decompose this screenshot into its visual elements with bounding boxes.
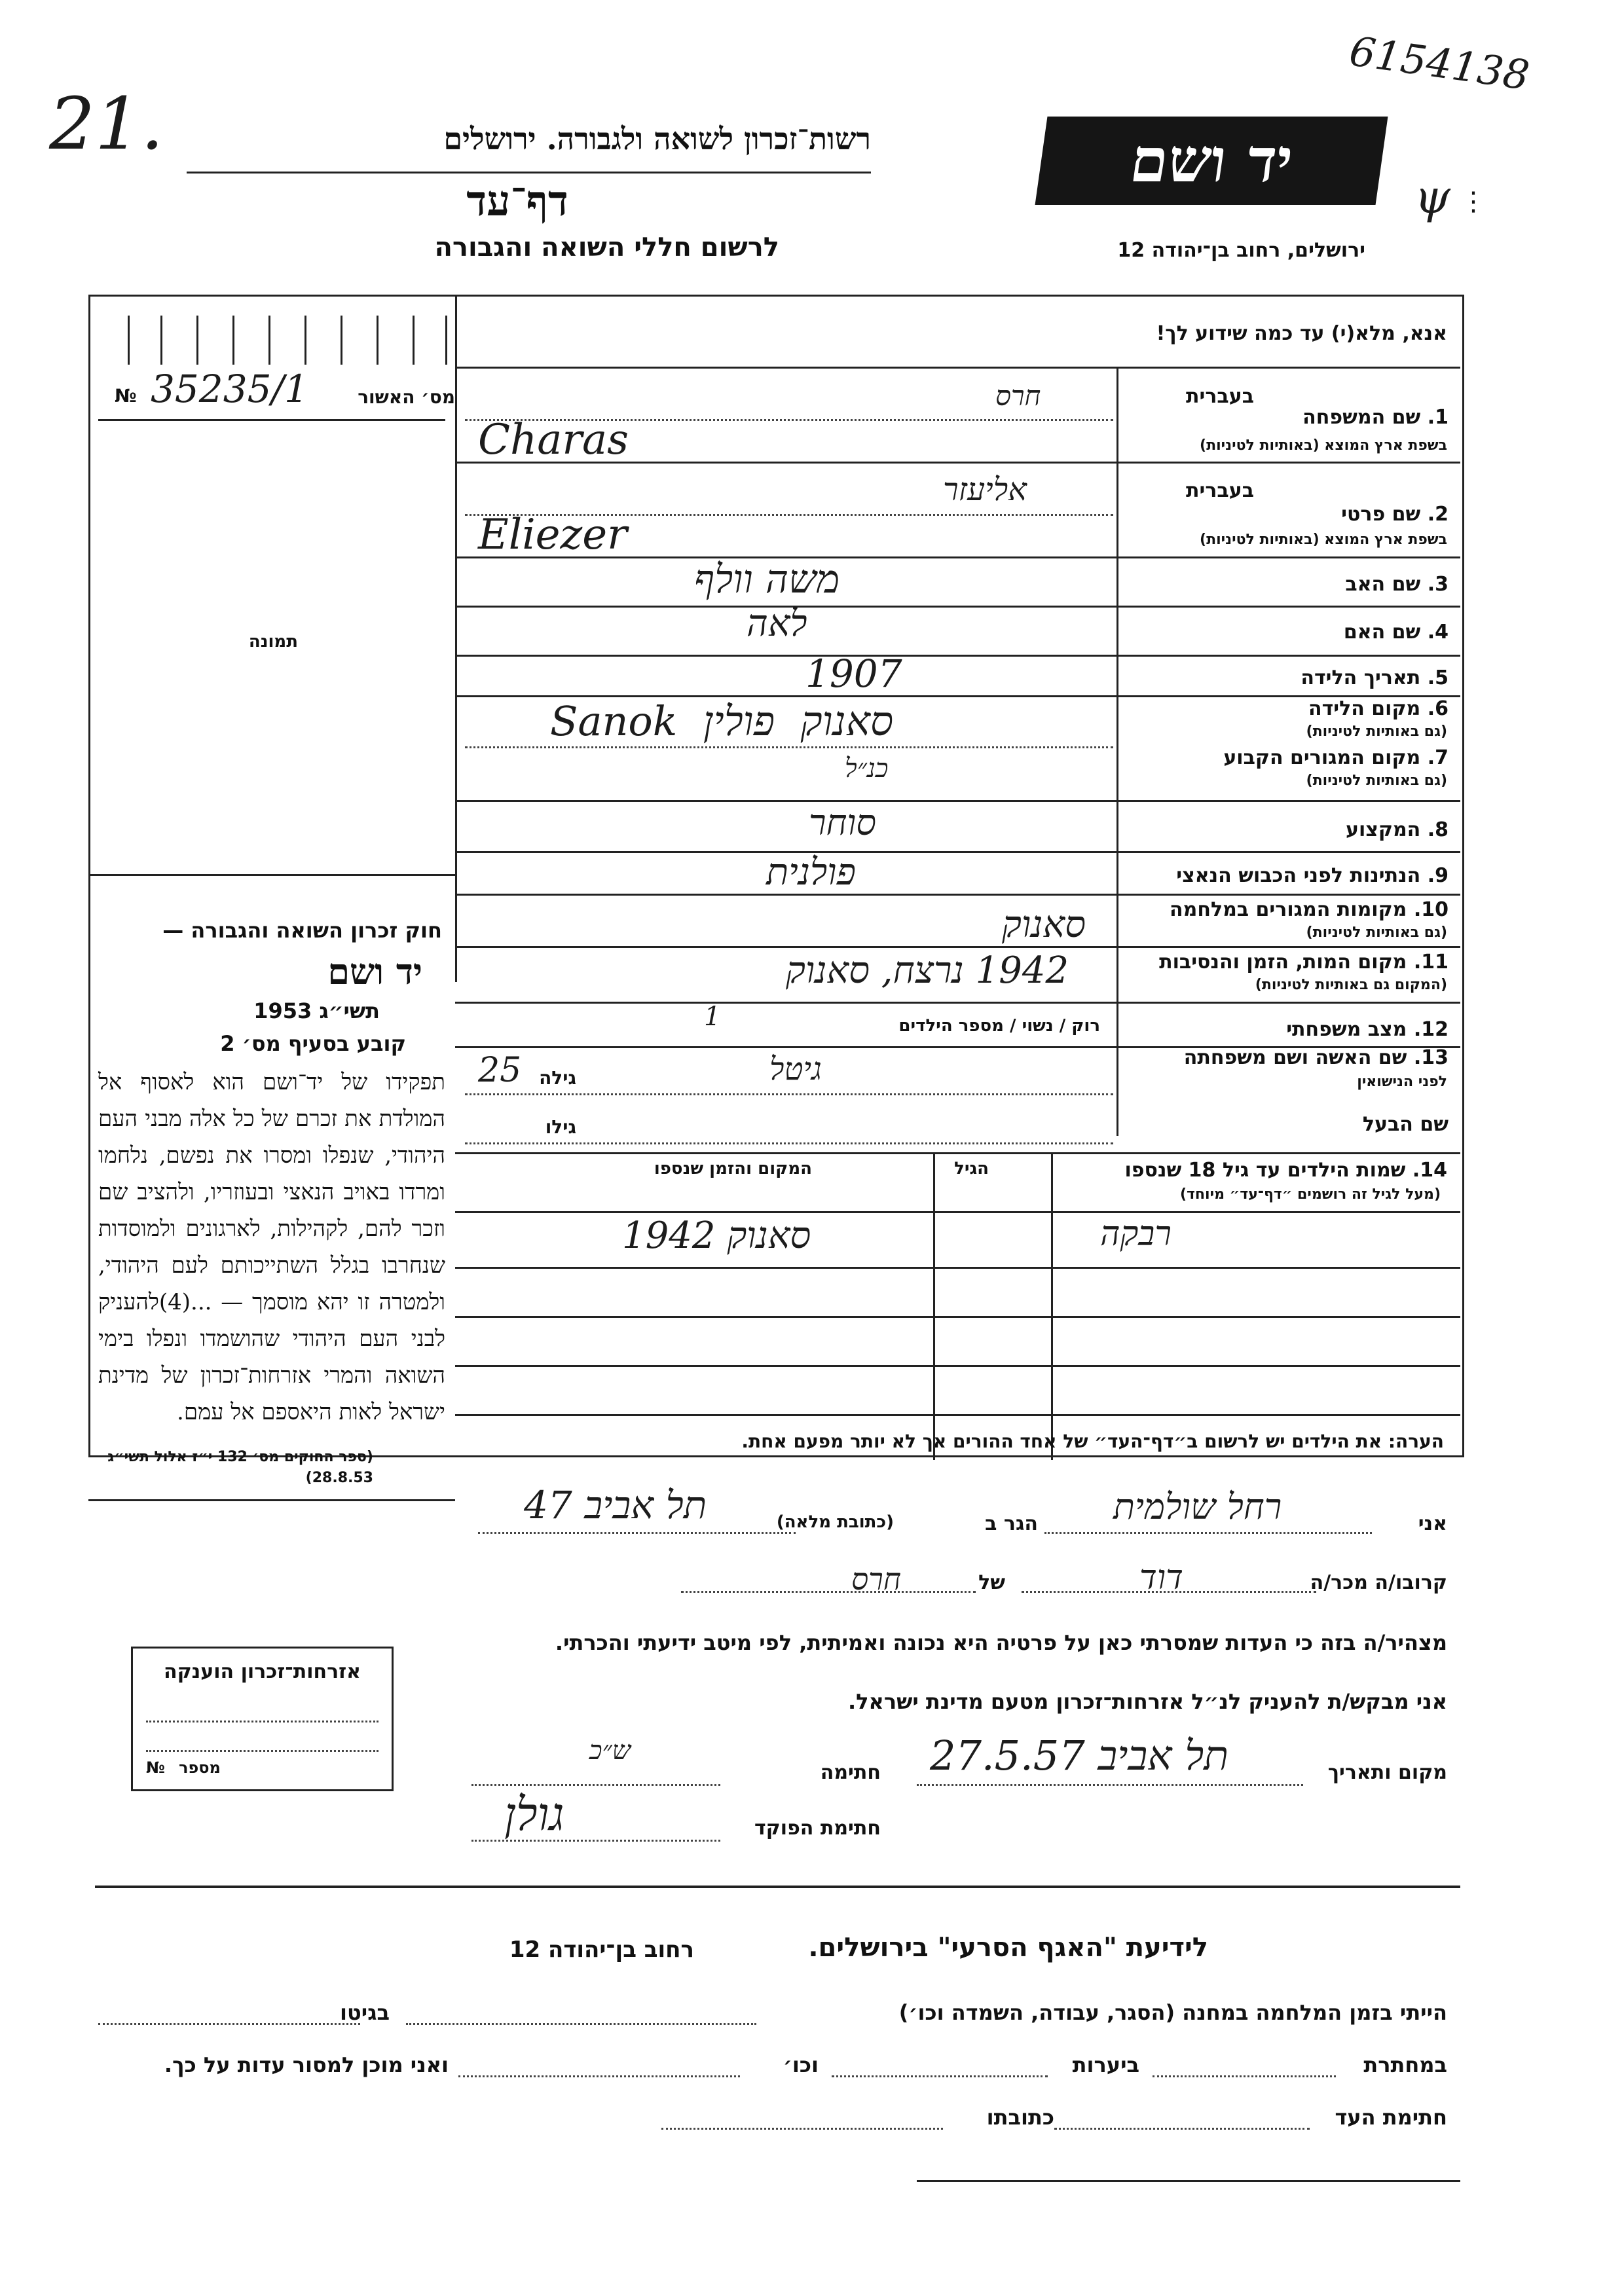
field-13-line: [465, 1093, 1113, 1095]
field-2-script: בעברית: [1186, 479, 1254, 502]
relation-label: קרובו/ה מכר/ה: [1310, 1571, 1447, 1594]
page-title: דף־עד: [466, 177, 568, 226]
underground-label: במחתרת: [1363, 2052, 1447, 2077]
field-4-label: [1344, 621, 1449, 644]
ghetto-line: [98, 2023, 360, 2025]
bottom-divider: [95, 1886, 1460, 1888]
field-2-latin: Eliezer: [478, 511, 627, 559]
field-6-number: 6.: [1427, 697, 1449, 720]
field-1-line: [455, 462, 1460, 464]
sign-label: חתימה: [820, 1761, 881, 1784]
field-6-value: Sanok סאנוק פולין: [550, 697, 894, 745]
field-9-number: 9.: [1427, 864, 1449, 887]
sign-line: [471, 1784, 720, 1786]
field-9-label: [1176, 864, 1449, 887]
field-8-line: [455, 851, 1460, 853]
field-10-number: 10.: [1413, 898, 1449, 921]
field-13-value: גיטל: [769, 1051, 822, 1087]
child-1-name: רבקה: [1100, 1214, 1172, 1254]
field-1-hebrew: חרס: [995, 380, 1041, 412]
children-row-line-4: [455, 1414, 1460, 1416]
field-14-top: [455, 1152, 1460, 1154]
citizenship-box: [131, 1647, 394, 1791]
forests-line: [832, 2075, 1048, 2077]
field-10-line: [455, 946, 1460, 948]
law-section: קובע בסעיף מס׳ 2: [220, 1031, 406, 1056]
field-6-sub: (גם באותיות לטיניות): [1306, 723, 1447, 740]
underground-line: [1153, 2075, 1336, 2077]
yad-vashem-logo: [1035, 117, 1388, 205]
sign-value: ש״כ: [589, 1736, 631, 1766]
field-3-line: [455, 606, 1460, 608]
field-2-label: [1341, 503, 1449, 526]
authority-underline: [187, 172, 871, 173]
field-4-value: לאה: [747, 602, 807, 645]
bottom-address: רחוב בן־יהודה 12: [509, 1937, 694, 1963]
field-6-label: [1308, 697, 1449, 720]
field-3-label: [1345, 573, 1449, 596]
witness-address-line: [661, 2128, 943, 2130]
field-13-sub: לפני הנישואין: [1357, 1074, 1447, 1090]
field-10-sub: (גם באותיות לטיניות): [1306, 924, 1447, 941]
children-header-line: [455, 1211, 1460, 1213]
field-5-label: [1301, 666, 1449, 689]
footer-line: [917, 2180, 1460, 2182]
field-9-line: [455, 894, 1460, 896]
camp-line: [406, 2023, 756, 2025]
declaration-text: מצהיר/ה בזה כי העדות שמסרתי כאן על פרטיה היא נכונה ואמיתית, לפי מיטב ידיעתי והכרתי.: [555, 1630, 1447, 1655]
declarant-i-label: אני: [1418, 1512, 1447, 1535]
note-text: הערה: את הילדים יש לרשום ב״דף־העד״ של אחד ההורים אך לא יותר מפעם אחת.: [741, 1430, 1444, 1452]
field-8-label: [1346, 818, 1449, 841]
field-3-label-text: שם האב: [1345, 573, 1421, 596]
relation-value: דוד: [1139, 1558, 1183, 1597]
request-text: אני מבקש/ת להעניק לנ״ל אזרחות־זכרון מטעם מדינת ישראל.: [848, 1689, 1447, 1714]
law-year: תשי״ג 1953: [253, 998, 380, 1023]
law-body: תפקידו של יד־ושם הוא לאסוף אל המולדת את זכרם של כל אלה מבני העם היהודי, שנפלו ומסרו את נפשם, נלחמו ומרדו באויב הנאצי ובעוזריו, ולהציב שם וזכר להם, לקהילות, לארגונים ולמוסדות שנחרבו בגלל השתייכותם לעם היהודי, ולמטרה זו יהא מוסמך — ...(4)להעניק לבני העם היהודי שהושמדו ונפלו בימי השואה והמרי אזרחות־זכרון של מדינת ישראל לאות היאספם אל עמם.: [98, 1069, 445, 1425]
field-7-sub: (גם באותיות לטיניות): [1306, 773, 1447, 789]
field-3-number: 3.: [1427, 573, 1449, 596]
field-8-label-text: המקצוע: [1345, 818, 1421, 841]
field-3-value: משה וולף: [694, 556, 840, 602]
of-line: [681, 1591, 976, 1593]
declarant-address-label: (כתובת מלאה): [776, 1512, 894, 1532]
citizenship-line-2: [146, 1750, 378, 1752]
law-title: חוק זכרון השואה והגבורה —: [162, 918, 442, 943]
field-5-label-text: תאריך הלידה: [1301, 666, 1421, 689]
ghetto-label: בגיטו: [340, 2000, 390, 2025]
field-1-label-text: שם המשפחה: [1302, 406, 1421, 429]
bottom-line1: הייתי בזמן המלחמה במחנה (הסגר, עבודה, השמדה וכו׳): [898, 2000, 1447, 2025]
corner-mark-right: ψ: [1414, 170, 1450, 224]
bottom-title: לידיעת "האגף הסרעי" בירושלים.: [808, 1933, 1208, 1963]
declarant-name: רחל שולמית: [1113, 1486, 1282, 1527]
field-4-label-text: שם האם: [1343, 621, 1421, 644]
corner-mark-left: 21.: [49, 82, 164, 166]
field-4-number: 4.: [1427, 621, 1449, 644]
witness-sign-label: חתימת העד: [1335, 2105, 1447, 2130]
field-4-line: [455, 655, 1460, 657]
field-2-label-text: שם פרטי: [1341, 503, 1421, 526]
photo-label: תמונה: [248, 632, 298, 651]
field-13-age: 25: [478, 1051, 522, 1090]
approval-line: [98, 419, 445, 421]
children-row-line-2: [455, 1316, 1460, 1318]
citizenship-no-sign: №: [146, 1758, 165, 1777]
children-row-line-3: [455, 1365, 1460, 1367]
field-1-sub: בשפת ארץ המוצא (באותיות לטיניות): [1200, 437, 1447, 454]
field-8-value: סוחר: [809, 802, 877, 843]
of-label: של: [978, 1571, 1005, 1594]
husband-label: שם הבעל: [1362, 1113, 1449, 1136]
citizenship-title: אזרחות־זכרון הוענקה: [163, 1660, 361, 1683]
logo-text: יד ושם: [1126, 125, 1297, 196]
field-2-number: 2.: [1427, 503, 1449, 526]
place-date-line: [917, 1784, 1303, 1786]
field-6-label-text: מקום הלידה: [1308, 697, 1421, 720]
witness-sign-line: [1054, 2128, 1310, 2130]
field-10-label-text: מקומות המגורים במלחמה: [1170, 898, 1407, 921]
ready-text: ואני מוכן למסור עדות על כך.: [164, 2052, 449, 2077]
etc-label: וכו׳: [783, 2052, 819, 2077]
field-7-line: [455, 800, 1460, 802]
citizenship-no-label: מספר: [179, 1758, 221, 1777]
corner-dots: ⋮: [1460, 187, 1486, 217]
authority-title: רשות־זכרון לשואה ולגבורה. ירושלים: [443, 121, 871, 156]
approval-number: 35235/1: [151, 367, 308, 411]
declarant-address: תל אביב 47: [524, 1483, 707, 1527]
field-8-number: 8.: [1427, 818, 1449, 841]
children-sub: (מעל לגיל זה רושמים ״דף־עד״ מיוחד): [1179, 1186, 1441, 1203]
husband-line: [465, 1142, 1113, 1144]
children-row-line-1: [455, 1267, 1460, 1269]
field-6-line: [465, 746, 1113, 748]
field-9-label-text: הנתינות לפני הכבוש הנאצי: [1176, 864, 1421, 887]
field-2-line: [455, 556, 1460, 558]
field-12-number: 12.: [1413, 1018, 1449, 1041]
declarant-resides-label: הגר ב: [985, 1512, 1038, 1535]
intro-text: אנא, מלא(י) עד כמה שידוע לך!: [1156, 322, 1447, 345]
field-2-hebrew: אליעזר: [943, 471, 1027, 508]
field-12-label: [1286, 1018, 1449, 1041]
field-13-age-label: גילה: [539, 1067, 576, 1089]
field-11-number: 11.: [1413, 951, 1449, 974]
law-source: (ספר החוקים מס׳ 132 י״ז אלול תשי״ג 28.8.53): [107, 1449, 373, 1486]
field-11-label: [1159, 951, 1449, 974]
field-10-value: סאנוק: [1002, 903, 1086, 946]
field-11-line: [455, 1002, 1460, 1004]
place-date-label: מקום ותאריך: [1327, 1761, 1447, 1784]
approval-no-sign: №: [115, 385, 137, 407]
field-12-value: 1: [704, 1002, 721, 1032]
children-age-header: הגיל: [954, 1159, 989, 1178]
field-7-number: 7.: [1427, 746, 1449, 769]
field-2-sub: בשפת ארץ המוצא (באותיות לטיניות): [1200, 532, 1447, 548]
officer-sign-value: גולן: [504, 1787, 564, 1841]
field-5-value: 1907: [805, 651, 902, 696]
field-1-latin: Charas: [478, 416, 629, 464]
field-12-options: רוק / נשוי / מספר הילדים: [898, 1016, 1100, 1036]
field-7-value: כנ״ל: [845, 754, 889, 784]
page-subtitle: לרשום חללי השואה והגבורה: [434, 232, 779, 263]
law-box-bottom: [88, 1499, 455, 1501]
field-11-value: 1942 נרצח, סאנוק: [786, 949, 1069, 992]
left-column-divider: [455, 295, 457, 982]
approval-label: מס׳ האשור: [358, 386, 455, 408]
label-column-divider: [1116, 367, 1118, 1136]
field-12-label-text: מצב משפחתי: [1286, 1018, 1407, 1041]
field-13-number: 13.: [1413, 1046, 1449, 1069]
husband-age-label: גילו: [545, 1116, 576, 1138]
field-7-label: [1223, 746, 1449, 769]
declarant-name-line: [1044, 1532, 1372, 1534]
citizenship-line-1: [146, 1721, 378, 1722]
officer-sign-label: חתימת הפוקד: [754, 1817, 881, 1840]
law-name: יד ושם: [327, 951, 422, 993]
etc-line: [458, 2075, 740, 2077]
children-label: 14. שמות הילדים עד גיל 18 שנספו: [1124, 1159, 1447, 1182]
field-1-label: [1302, 406, 1449, 429]
intro-line: [455, 367, 1460, 369]
field-13-label-text: שם האשה ושם משפחתה: [1183, 1046, 1407, 1069]
field-11-sub: (המקום גם באותיות לטיניות): [1255, 977, 1447, 993]
children-place-header: המקום והזמן שנספו: [654, 1159, 812, 1178]
header-address: ירושלים, רחוב בן־יהודה 12: [1117, 239, 1365, 262]
field-1-script: בעברית: [1186, 385, 1254, 408]
field-10-label: [1170, 898, 1449, 921]
file-number: 6154138: [1346, 27, 1532, 100]
witness-address-label: כתובתו: [986, 2105, 1054, 2130]
officer-sign-line: [471, 1840, 720, 1842]
field-9-value: פולנית: [766, 851, 856, 894]
child-1-place: סאנוק 1942: [622, 1214, 811, 1257]
field-1-number: 1.: [1427, 406, 1449, 429]
of-value: חרס: [851, 1561, 901, 1597]
field-7-label-text: מקום המגורים הקבוע: [1223, 746, 1421, 769]
declarant-address-line: [478, 1532, 796, 1534]
forests-label: ביערות: [1072, 2052, 1139, 2077]
relation-line: [1022, 1591, 1316, 1593]
field-11-label-text: מקום המות, הזמן והנסיבות: [1159, 951, 1407, 974]
field-13-label: [1184, 1046, 1449, 1069]
place-date-value: תל אביב 27.5.57: [930, 1732, 1229, 1779]
field-5-number: 5.: [1427, 666, 1449, 689]
